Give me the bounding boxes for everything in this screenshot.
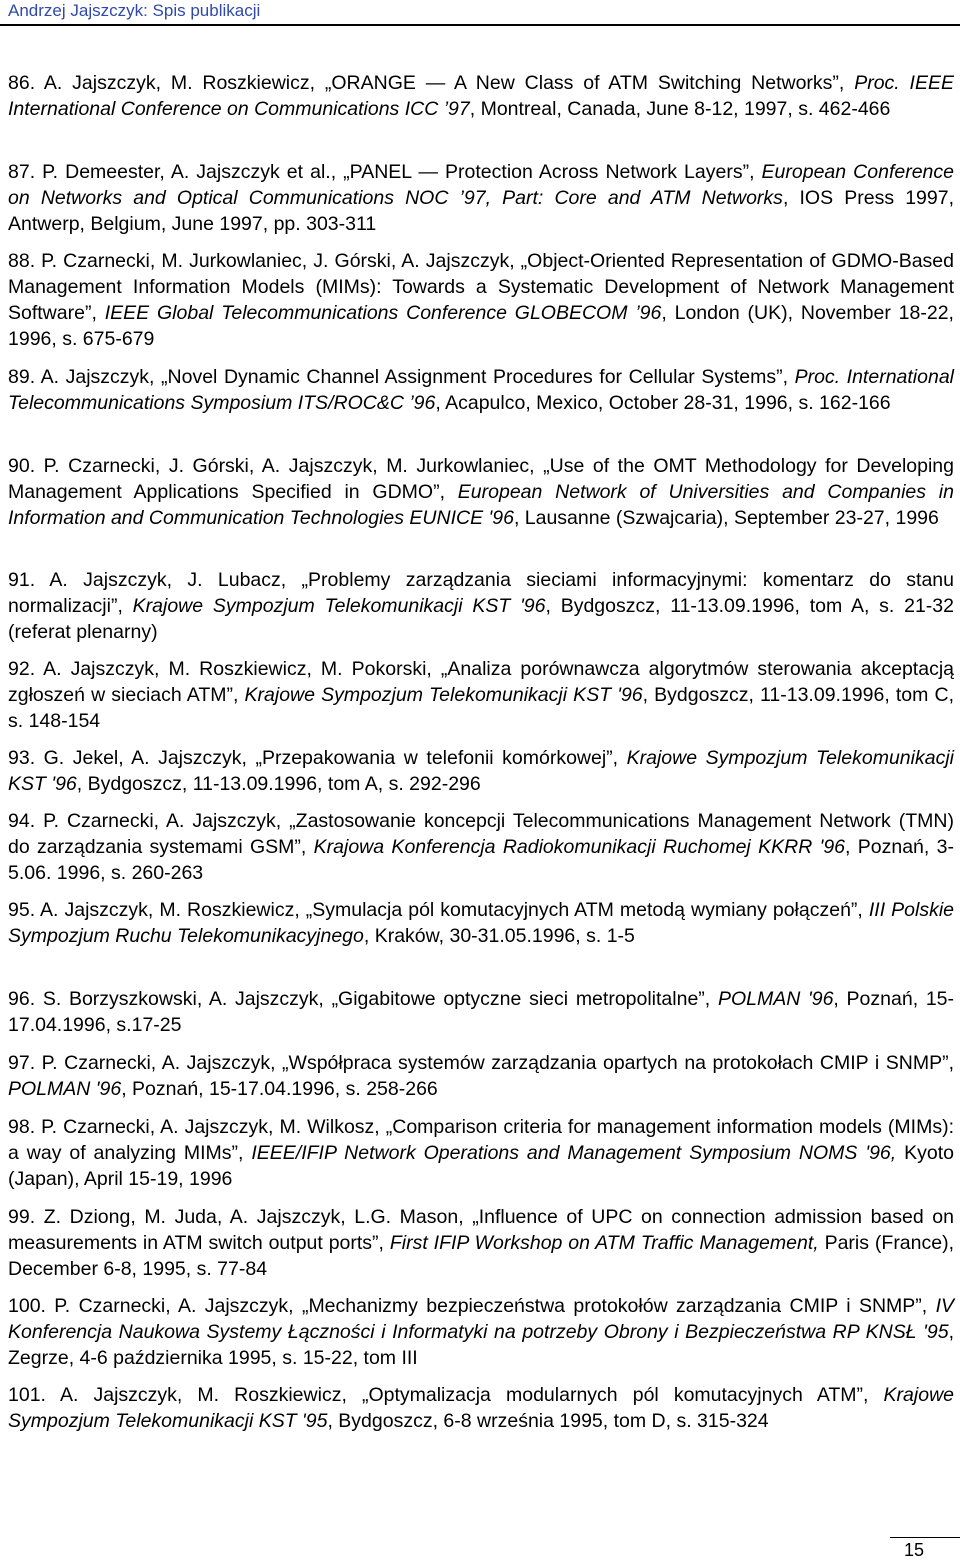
entry-details: , London (UK), November 18-22, 1996, s. 675-679 xyxy=(8,302,954,350)
entry-authors-title: A. Jajszczyk, J. Lubacz, „Problemy zarządzania sieciami informacyjnymi: komentarz do stanu normalizacji”, xyxy=(8,569,954,617)
publication-entry xyxy=(8,897,954,949)
entry-venue: First IFIP Workshop on ATM Traffic Management, xyxy=(389,1232,819,1254)
entry-venue: Krajowe Sympozjum Telekomunikacji KST '96 xyxy=(132,595,546,617)
entry-number: 98. xyxy=(8,1116,36,1138)
entry-details: , Poznań, 3-5.06. 1996, s. 260-263 xyxy=(8,836,954,884)
publication-entry xyxy=(8,567,954,645)
entry-number: 96. xyxy=(8,988,36,1010)
entry-number: 90. xyxy=(8,455,36,477)
entry-venue: European Network of Universities and Companies in Information and Communication Technologies EUNICE '96 xyxy=(8,481,954,529)
entry-venue: Krajowe Sympozjum Telekomunikacji KST '95 xyxy=(8,1384,954,1432)
entry-details: , Bydgoszcz, 11-13.09.1996, tom A, s. 21-32 (referat plenarny) xyxy=(8,595,954,643)
page-header xyxy=(0,0,960,26)
entry-number: 95. xyxy=(8,899,36,921)
entry-details: , Poznań, 15-17.04.1996, s. 258-266 xyxy=(121,1078,438,1100)
entry-number: 99. xyxy=(8,1206,36,1228)
entry-number: 88. xyxy=(8,250,36,272)
publication-entry xyxy=(8,986,954,1038)
entry-number: 86. xyxy=(8,72,36,94)
entry-number: 94. xyxy=(8,810,36,832)
publication-entry xyxy=(8,70,954,122)
page-number: 15 xyxy=(904,1540,925,1560)
entry-number: 92. xyxy=(8,658,36,680)
entry-authors-title: P. Czarnecki, M. Jurkowlaniec, J. Górski, A. Jajszczyk, „Object-Oriented Representation of GDMO-Based Management Information Models (MIMs): Towards a Systematic Development of Network Management Software”, xyxy=(8,250,954,324)
entry-number: 87. xyxy=(8,161,36,183)
entry-venue: Proc. International Telecommunications Symposium ITS/ROC&C ’96 xyxy=(8,366,954,414)
entry-details: , Montreal, Canada, June 8-12, 1997, s. 462-466 xyxy=(469,98,891,120)
publication-entry xyxy=(8,248,954,352)
publication-entry xyxy=(8,808,954,886)
publication-entry xyxy=(8,1204,954,1282)
entry-venue: III Polskie Sympozjum Ruchu Telekomunikacyjnego xyxy=(8,899,954,947)
entry-authors-title: A. Jajszczyk, „Novel Dynamic Channel Assignment Procedures for Cellular Systems”, xyxy=(35,366,795,388)
publication-entry xyxy=(8,1050,954,1102)
publication-entry xyxy=(8,745,954,797)
header-rule xyxy=(0,24,960,26)
entry-authors-title: A. Jajszczyk, M. Roszkiewicz, „ORANGE — A New Class of ATM Switching Networks”, xyxy=(35,72,855,94)
entry-details: , Lausanne (Szwajcaria), September 23-27, 1996 xyxy=(513,507,939,529)
entry-authors-title: P. Czarnecki, A. Jajszczyk, „Mechanizmy bezpieczeństwa protokołów zarządzania CMIP i SNMP”, xyxy=(45,1295,936,1317)
publication-entry xyxy=(8,159,954,237)
publication-entry xyxy=(8,1114,954,1192)
entry-number: 97. xyxy=(8,1052,36,1074)
entry-details: Kyoto (Japan), April 15-19, 1996 xyxy=(8,1142,954,1190)
entry-details: , Kraków, 30-31.05.1996, s. 1-5 xyxy=(363,925,635,947)
entry-authors-title: G. Jekel, A. Jajszczyk, „Przepakowania w telefonii komórkowej”, xyxy=(35,747,627,769)
entry-authors-title: P. Czarnecki, J. Górski, A. Jajszczyk, M. Jurkowlaniec, „Use of the OMT Methodology for Developing Management Applications Specified in GDMO”, xyxy=(8,455,954,503)
entry-authors-title: A. Jajszczyk, M. Roszkiewicz, „Symulacja pól komutacyjnych ATM metodą wymiany połączeń”, xyxy=(35,899,869,921)
entry-authors-title: P. Czarnecki, A. Jajszczyk, „Współpraca systemów zarządzania opartych na protokołach CMIP i SNMP”, xyxy=(35,1052,954,1074)
entry-number: 89. xyxy=(8,366,36,388)
entry-venue: IEEE Global Telecommunications Conference GLOBECOM ’96 xyxy=(104,302,662,324)
entry-venue: Krajowe Sympozjum Telekomunikacji KST '96 xyxy=(244,684,643,706)
entry-authors-title: P. Czarnecki, A. Jajszczyk, „Zastosowanie koncepcji Telecommunications Management Network (TMN) do zarządzania systemami GSM”, xyxy=(8,810,954,858)
publication-entry xyxy=(8,1293,954,1371)
entry-authors-title: P. Czarnecki, A. Jajszczyk, M. Wilkosz, „Comparison criteria for management information models (MIMs): a way of analyzing MIMs”, xyxy=(8,1116,954,1164)
entry-venue: Krajowa Konferencja Radiokomunikacji Ruchomej KKRR '96 xyxy=(313,836,846,858)
entry-details: Paris (France), December 6-8, 1995, s. 77-84 xyxy=(8,1232,955,1280)
entry-authors-title: P. Demeester, A. Jajszczyk et al., „PANEL — Protection Across Network Layers”, xyxy=(35,161,762,183)
entry-details: , Bydgoszcz, 11-13.09.1996, tom A, s. 292-296 xyxy=(76,773,481,795)
entry-venue: Proc. IEEE International Conference on Communications ICC ’97 xyxy=(8,72,954,120)
publication-entry xyxy=(8,1382,954,1434)
entry-number: 91. xyxy=(8,569,36,591)
entry-venue: POLMAN '96 xyxy=(717,988,834,1010)
publication-entry xyxy=(8,453,954,531)
entry-number: 93. xyxy=(8,747,36,769)
entry-details: , Poznań, 15-17.04.1996, s.17-25 xyxy=(8,988,955,1036)
entry-venue: IV Konferencja Naukowa Systemy Łączności i Informatyki na potrzeby Obrony i Bezpieczeństwa RP KNSŁ '95 xyxy=(8,1295,954,1343)
entry-authors-title: A. Jajszczyk, M. Roszkiewicz, M. Pokorski, „Analiza porównawcza algorytmów sterowania akceptacją zgłoszeń w sieciach ATM”, xyxy=(8,658,954,706)
entry-details: , IOS Press 1997, Antwerp, Belgium, June 1997, pp. 303-311 xyxy=(8,187,955,235)
entry-details: , Bydgoszcz, 6-8 września 1995, tom D, s. 315-324 xyxy=(327,1410,769,1432)
entry-venue: IEEE/IFIP Network Operations and Management Symposium NOMS '96, xyxy=(251,1142,897,1164)
entry-authors-title: S. Borzyszkowski, A. Jajszczyk, „Gigabitowe optyczne sieci metropolitalne”, xyxy=(35,988,718,1010)
entry-authors-title: A. Jajszczyk, M. Roszkiewicz, „Optymalizacja modularnych pól komutacyjnych ATM”, xyxy=(45,1384,884,1406)
entry-details: , Bydgoszcz, 11-13.09.1996, tom C, s. 148-154 xyxy=(8,684,954,732)
entry-venue: Krajowe Sympozjum Telekomunikacji KST '96 xyxy=(8,747,954,795)
entry-venue: POLMAN '96 xyxy=(8,1078,122,1100)
publication-entry xyxy=(8,364,954,416)
entry-details: , Zegrze, 4-6 października 1995, s. 15-22, tom III xyxy=(8,1321,954,1369)
header-title: Andrzej Jajszczyk: Spis publikacji xyxy=(8,1,261,20)
footer-rule xyxy=(890,1537,960,1538)
entry-venue: European Conference on Networks and Optical Communications NOC ’97, Part: Core and ATM Networks xyxy=(8,161,954,209)
entry-number: 101. xyxy=(8,1384,46,1406)
publication-entry xyxy=(8,656,954,734)
entry-authors-title: Z. Dziong, M. Juda, A. Jajszczyk, L.G. Mason, „Influence of UPC on connection admission based on measurements in ATM switch output ports”, xyxy=(8,1206,954,1254)
entry-details: , Acapulco, Mexico, October 28-31, 1996, s. 162-166 xyxy=(435,392,891,414)
entry-number: 100. xyxy=(8,1295,46,1317)
